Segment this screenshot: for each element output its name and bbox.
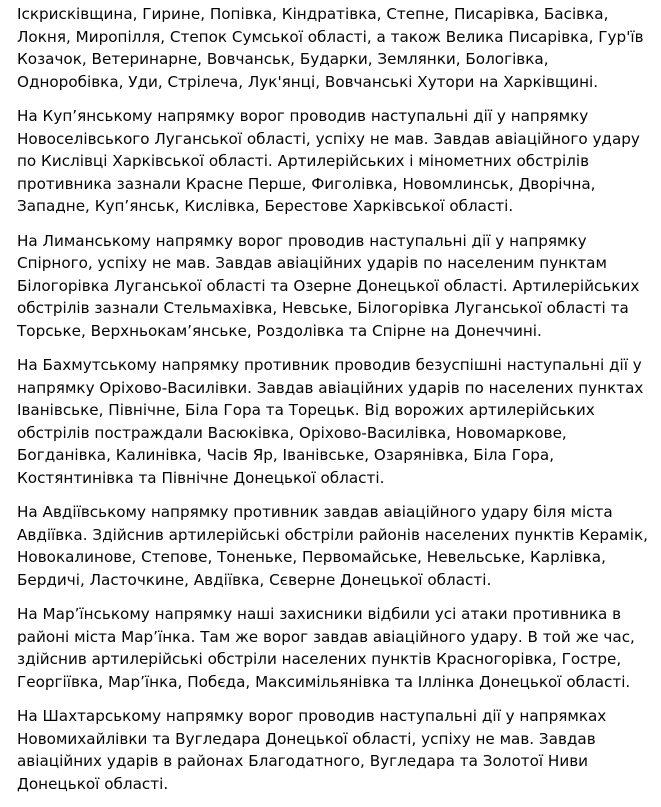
paragraph-bakhmut: На Бахмутському напрямку противник проводив безуспішні наступальні дії у напрямку Оріхово-Василівки. Завдав авіаційних ударів по населених пунктах Іванівське, Північне, Біла Гора та Торецьк. Від ворожих артилерійських обстрілів постраждали Васюківка, Оріхово-Василівка, Новомаркове, Богданівка, Калинівка, Часів Яр, Іванівське, Озарянівка, Біла Гора, Костянтинівка та Північне Донецької області. — [17, 356, 644, 487]
paragraph-shakhtarske: На Шахтарському напрямку ворог проводив наступальні дії у напрямках Новомихайлівки та Вугледара Донецької області, успіху не мав. Завдав авіаційних ударів в районах Благодатного, Вугледара та Золотої Ниви Донецької області. — [17, 707, 607, 793]
paragraph-lyman: На Лиманському напрямку ворог проводив наступальні дії у напрямку Спірного, успіху не мав. Завдав авіаційних ударів по населеним пунктам Білогорівка Луганської області та Озерне Донецької області. Артилерійських обстрілів зазнали Стельмахівка, Невське, Білогорівка Луганської області та Торське, Верхньокам’янське, Роздолівка та Спірне на Донеччині. — [17, 231, 640, 340]
paragraph-kupiansk: На Куп’янському напрямку ворог проводив наступальні дії у напрямку Новоселівського Луганської області, успіху не мав. Завдав авіаційного удару по Кислівці Харківської області. Артилерійських і мінометних обстрілів противника зазнали Красне Перше, Фиголівка, Новомлинськ, Дворічна, Западне, Куп’янськ, Кислівка, Берестове Харківської області. — [17, 107, 640, 215]
paragraph-kharkiv-list: Іскрисківщина, Гирине, Попівка, Кіндратівка, Степне, Писарівка, Басівка, Локня, Миропілля, Степок Сумської області, а також Велика Писарівка, Гур'їв Козачок, Ветеринарне, Вовчанськ, Бударки, Землянки, Бологівка, Одноробівка, Уди, Стрілеча, Лук'янці, Вовчанські Хутори на Харківщині. — [17, 5, 644, 91]
paragraph-marinka: На Мар’їнському напрямку наші захисники відбили усі атаки противника в районі міста Мар’їнка. Там же ворог завдав авіаційного удару. В той же час, здійснив артилерійські обстріли населених пунктів Красногорівка, Гостре, Георгіївка, Мар’їнка, Побєда, Максимільянівка та Іллінка Донецької області. — [17, 605, 635, 691]
post-text — [17, 3, 657, 807]
paragraph-avdiivka: На Авдіївському напрямку противник завдав авіаційного удару біля міста Авдіївка. Здійснив артилерійські обстріли районів населених пунктів Керамік, Новокалинове, Степове, Тоненьке, Первомайське, Невельське, Карлівка, Бердичі, Ласточкине, Авдіївка, Сєверне Донецької області. — [17, 503, 648, 589]
